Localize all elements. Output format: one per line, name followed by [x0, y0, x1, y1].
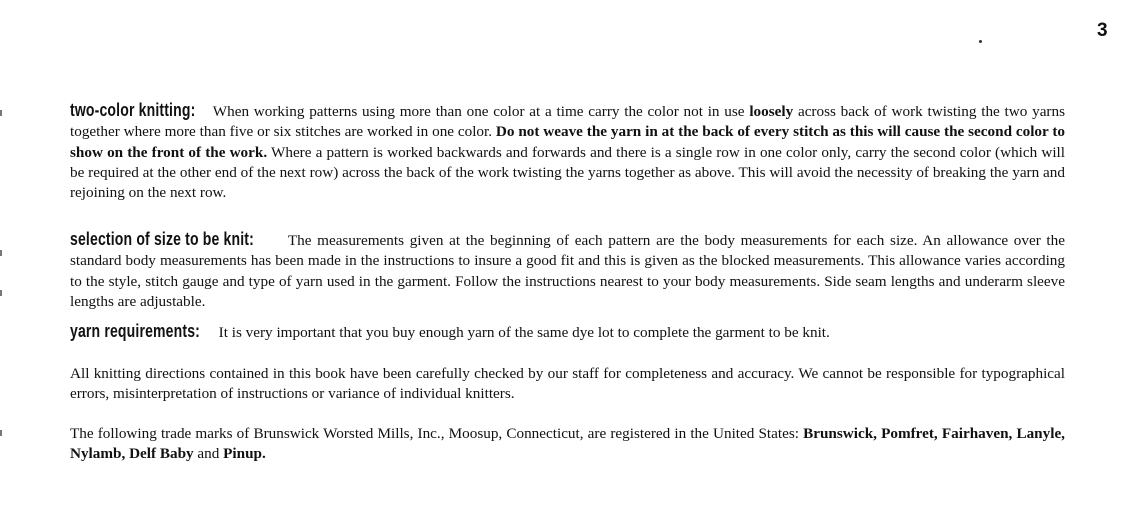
trademarks-period: . — [262, 445, 266, 463]
scan-edge-marks — [0, 100, 3, 520]
page-number: 3 — [1097, 20, 1108, 41]
size-selection-text: The measurements given at the beginning of each pattern are the body measurements for each size. An allowance over the standard body measurements has been made in the instructions to insure a good fit and this is given as the blocked measurements. This allowance varies according to the style, stitch gauge and type of yarn used in the garment. Follow the instructions nearest to your body measurements. Side seam lengths and underarm sleeve lengths are adjustable. — [70, 232, 1065, 310]
two-color-text-1: When working patterns using more than one color at a time carry the color not in use — [212, 103, 750, 120]
trademarks-bold-list: Brunswick, Pomfret, Fairhaven, Lanyle, Nylamb, Delf Baby — [70, 425, 1065, 463]
trademarks-text: The following trade marks of Brunswick Worsted Mills, Inc., Moosup, Connecticut, are registered in the United States: — [70, 425, 804, 442]
print-speck — [979, 40, 982, 43]
size-selection-heading: selection of size to be knit: — [70, 229, 254, 249]
yarn-requirements-heading: yarn requirements: — [70, 321, 200, 341]
trademarks-joiner: and — [193, 445, 224, 463]
two-color-text-3: Where a pattern is worked backwards and forwards and there is a single row in one color only, carry the second color (which will be required at the other end of the next row) across the back of the work twisting the yarns together as above. This will avoid the necessity of breaking the yarn and rejoining on the next row. — [70, 143, 1065, 202]
two-color-bold-2: Do not weave the yarn in at the back of every stitch as this will cause the second color to show on the front of the work. — [70, 123, 1065, 161]
two-color-text-2: across back of work twisting the two yarns together where more than five or six stitches are worked in one color. — [70, 103, 1065, 141]
two-color-bold-1: loosely — [749, 103, 794, 120]
trademarks-paragraph — [70, 424, 1065, 465]
size-selection-paragraph — [70, 229, 1065, 312]
yarn-requirements-paragraph — [70, 321, 1065, 343]
yarn-requirements-text: It is very important that you buy enough yarn of the same dye lot to complete the garment to be knit. — [218, 324, 830, 341]
directions-disclaimer-paragraph: All knitting directions contained in this book have been carefully checked by our staff for completeness and accuracy. We cannot be responsible for typographical errors, misinterpretation of instructions or variance of individual knitters. — [70, 365, 1065, 403]
trademarks-bold-last: Pinup — [223, 445, 262, 463]
two-color-knitting-heading: two-color knitting: — [70, 100, 196, 120]
two-color-knitting-paragraph — [70, 100, 1065, 203]
